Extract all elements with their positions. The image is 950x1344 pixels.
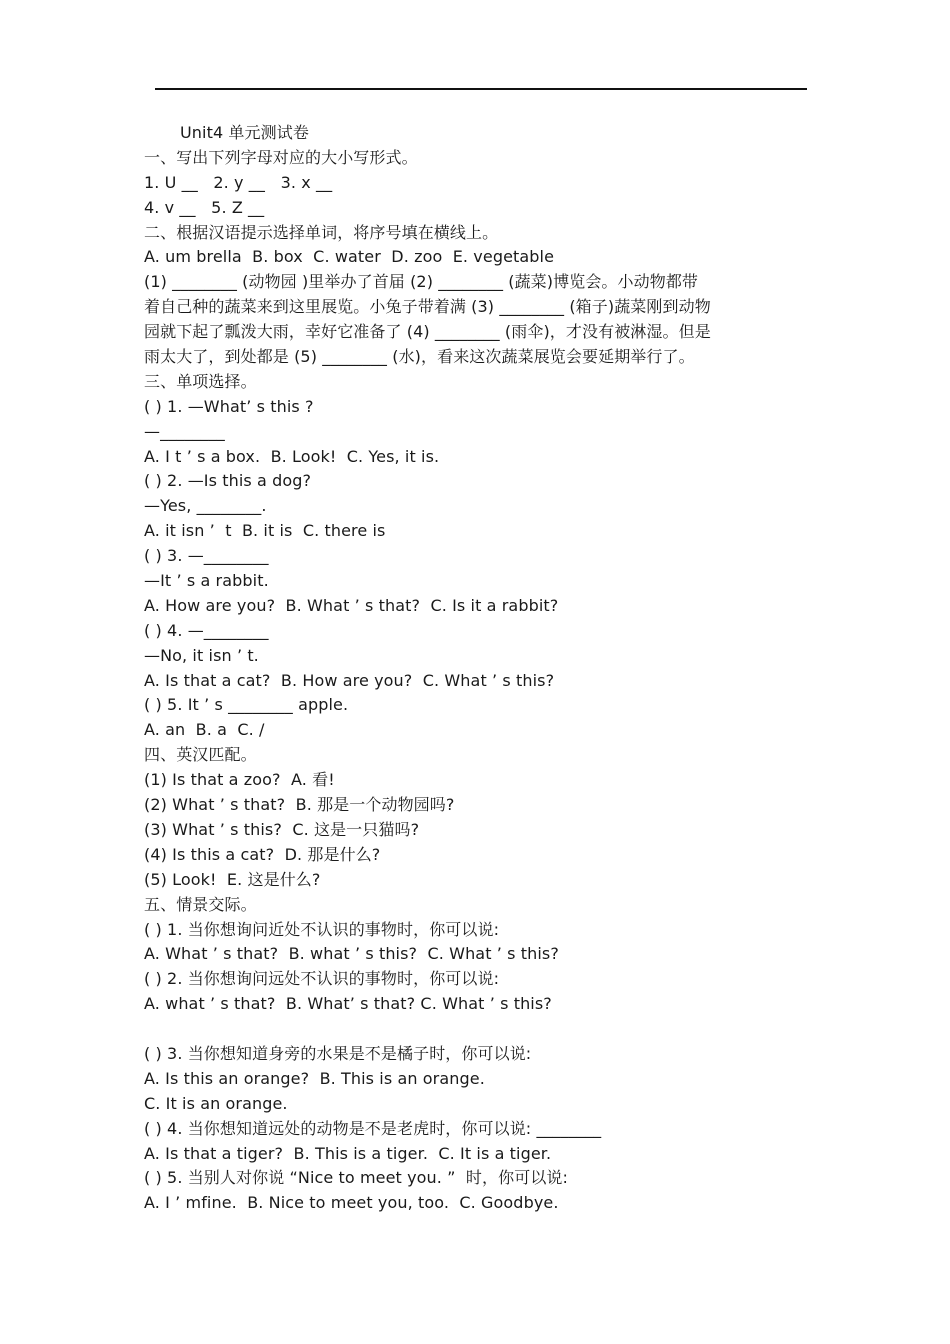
text-line: ( ) 4. —________ xyxy=(144,620,269,640)
text-line: A. How are you? B. What ’ s that? C. Is it a rabbit? xyxy=(144,595,559,615)
text-line: 1. U __ 2. y __ 3. x __ xyxy=(144,172,333,192)
text-line: —No, it isn ’ t. xyxy=(144,645,259,665)
text-line: A. what ’ s that? B. What’ s that? C. What ’ s this? xyxy=(144,994,552,1014)
text-line: ( ) 4. 当你想知道远处的动物是不是老虎时，你可以说: ________ xyxy=(144,1118,602,1138)
text-line: —Yes, ________. xyxy=(144,496,267,516)
text-line: ( ) 2. —Is this a dog? xyxy=(144,471,312,491)
text-line: ( ) 5. 当别人对你说 “Nice to meet you. ” 时，你可以说: xyxy=(144,1168,569,1188)
text-line: A. I ’ mfine. B. Nice to meet you, too. C. Goodbye. xyxy=(144,1193,559,1213)
text-line: (5) Look! E. 这是什么? xyxy=(144,869,321,889)
text-line: A. an B. a C. / xyxy=(144,720,265,740)
text-line: —________ xyxy=(144,421,225,441)
text-line: 二、根据汉语提示选择单词，将序号填在横线上。 xyxy=(144,222,499,242)
text-line: ( ) 2. 当你想询问远处不认识的事物时，你可以说: xyxy=(144,969,500,989)
text-line: 三、单项选择。 xyxy=(144,371,257,391)
text-line: A. Is that a tiger? B. This is a tiger. C. It is a tiger. xyxy=(144,1143,552,1163)
text-line: (1) Is that a zoo? A. 看! xyxy=(144,770,335,790)
blank-line xyxy=(144,1017,784,1042)
text-line: ( ) 3. —________ xyxy=(144,546,269,566)
text-line: ( ) 1. —What’ s this ? xyxy=(144,396,314,416)
text-line: C. It is an orange. xyxy=(144,1093,288,1113)
text-line: 雨太大了，到处都是 (5) ________ (水)，看来这次蔬菜展览会要延期举行了。 xyxy=(144,347,695,367)
text-line: A. it isn ’ t B. it is C. there is xyxy=(144,521,386,541)
text-line: 4. v __ 5. Z __ xyxy=(144,197,265,217)
text-line: 四、英汉匹配。 xyxy=(144,745,257,765)
header-rule xyxy=(155,88,807,90)
text-line: (3) What ’ s this? C. 这是一只猫吗? xyxy=(144,819,420,839)
text-line: (2) What ’ s that? B. 那是一个动物园吗? xyxy=(144,795,455,815)
text-line: A. Is this an orange? B. This is an orange. xyxy=(144,1068,485,1088)
text-line: 一、写出下列字母对应的大小写形式。 xyxy=(144,147,418,167)
text-line: ( ) 3. 当你想知道身旁的水果是不是橘子时，你可以说: xyxy=(144,1043,532,1063)
text-line: 着自己种的蔬菜来到这里展览。小兔子带着满 (3) ________ (箱子)蔬菜刚到动物 xyxy=(144,297,711,317)
text-line: —It ’ s a rabbit. xyxy=(144,571,269,591)
text-line: A. I t ’ s a box. B. Look! C. Yes, it is. xyxy=(144,446,440,466)
text-line: ( ) 5. It ’ s ________ apple. xyxy=(144,695,349,715)
document-title: Unit4 单元测试卷 xyxy=(180,123,309,142)
text-line: A. um brella B. box C. water D. zoo E. vegetable xyxy=(144,247,555,267)
text-line: (1) ________ (动物园 )里举办了首届 (2) ________ (蔬菜)博览会。小动物都带 xyxy=(144,272,699,292)
text-line: A. Is that a cat? B. How are you? C. What ’ s this? xyxy=(144,670,555,690)
text-line: 园就下起了瓢泼大雨，幸好它准备了 (4) ________ (雨伞)，才没有被淋湿。但是 xyxy=(144,322,711,342)
text-line: 五、情景交际。 xyxy=(144,894,257,914)
text-line: A. What ’ s that? B. what ’ s this? C. What ’ s this? xyxy=(144,944,559,964)
text-line: (4) Is this a cat? D. 那是什么? xyxy=(144,844,381,864)
text-line: ( ) 1. 当你想询问近处不认识的事物时，你可以说: xyxy=(144,919,500,939)
document-body xyxy=(144,121,784,1216)
